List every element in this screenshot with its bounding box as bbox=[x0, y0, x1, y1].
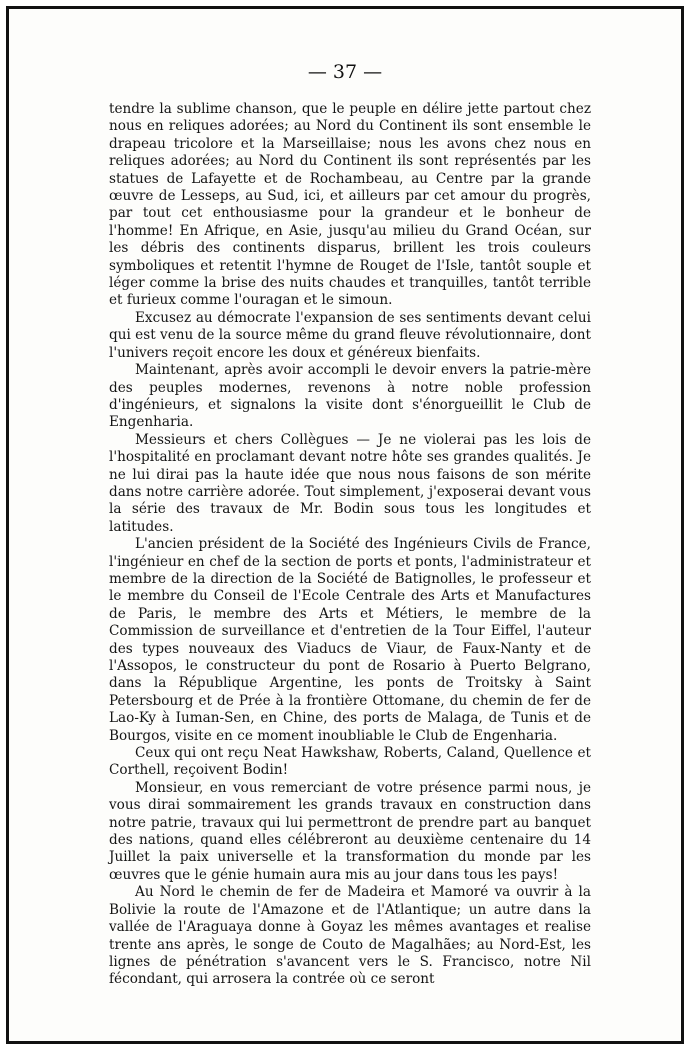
paragraph: Messieurs et chers Collègues — Je ne violerai pas les lois de l'hospitalité en proclamant devant notre hôte ses grandes qualités. Je ne lui dirai pas la haute idée que nous nous faisons de son mérite dans notre carrière adorée. Tout simplement, j'exposerai devant vous la série des travaux de Mr. Bodin sous tous les longitudes et latitudes. bbox=[109, 431, 591, 535]
paragraph: Maintenant, après avoir accompli le devoir envers la patrie-mère des peuples modernes, revenons à notre noble profession d'ingénieurs, et signalons la visite dont s'énorgueillit le Club de Engenharia. bbox=[109, 362, 591, 431]
body-text bbox=[109, 101, 591, 989]
paragraph: Ceux qui ont reçu Neat Hawkshaw, Roberts, Caland, Quellence et Corthell, reçoivent Bodin! bbox=[109, 745, 591, 779]
page-frame bbox=[6, 6, 684, 1044]
paragraph: Au Nord le chemin de fer de Madeira et Mamoré va ouvrir à la Bolivie la route de l'Amazone et de l'Atlantique; un autre dans la vallée de l'Araguaya donne à Goyaz les mêmes avantages et realise trente ans après, le songe de Couto de Magalhães; au Nord-Est, les lignes de pénétration s'avancent vers le S. Francisco, notre Nil fécondant, qui arrosera la contrée où ce seront bbox=[109, 884, 591, 988]
paragraph: L'ancien président de la Société des Ingénieurs Civils de France, l'ingénieur en chef de la section de ports et ponts, l'administrateur et membre de la direction de la Société de Batignolles, le professeur et le membre du Conseil de l'Ecole Centrale des Arts et Manufactures de Paris, le membre des Arts et Métiers, le membre de la Commission de surveillance et d'entretien de la Tour Eiffel, l'auteur des types nouveaux des Viaducs de Viaur, de Faux-Nanty et de l'Assopos, le constructeur du pont de Rosario à Puerto Belgrano, dans la République Argentine, les ponts de Troitsky à Saint Petersbourg et de Prée à la frontière Ottomane, du chemin de fer de Lao-Ky à Iuman-Sen, en Chine, des ports de Malaga, de Tunis et de Bourgos, visite en ce moment inoubliable le Club de Engenharia. bbox=[109, 536, 591, 744]
paragraph: Excusez au démocrate l'expansion de ses sentiments devant celui qui est venu de la source même du grand fleuve révolutionnaire, dont l'univers reçoit encore les doux et généreux bienfaits. bbox=[109, 309, 591, 361]
paragraph: tendre la sublime chanson, que le peuple en délire jette partout chez nous en reliques adorées; au Nord du Continent ils sont ensemble le drapeau tricolore et la Marseillaise; nous les avons chez nous en reliques adorées; au Nord du Continent ils sont représentés par les statues de Lafayette et de Rochambeau, au Centre par la grande œuvre de Lesseps, au Sud, ici, et ailleurs par cet amour du progrès, par tout cet enthousiasme pour la grandeur et le bonheur de l'homme! En Afrique, en Asie, jusqu'au milieu du Grand Océan, sur les débris des continents disparus, brillent les trois couleurs symboliques et retentit l'hymne de Rouget de l'Isle, tantôt souple et léger comme la brise des nuits chaudes et tranquilles, tantôt terrible et furieux comme l'ouragan et le simoun. bbox=[109, 101, 591, 309]
paragraph: Monsieur, en vous remerciant de votre présence parmi nous, je vous dirai sommairement les grands travaux en construction dans notre patrie, travaux qui lui permettront de prendre part au banquet des nations, quand elles célébreront au deuxième centenaire du 14 Juillet la paix universelle et la transformation du monde par les œuvres que le génie humain aura mis au jour dans tous les pays! bbox=[109, 779, 591, 883]
page-number: — 37 — bbox=[307, 61, 383, 83]
